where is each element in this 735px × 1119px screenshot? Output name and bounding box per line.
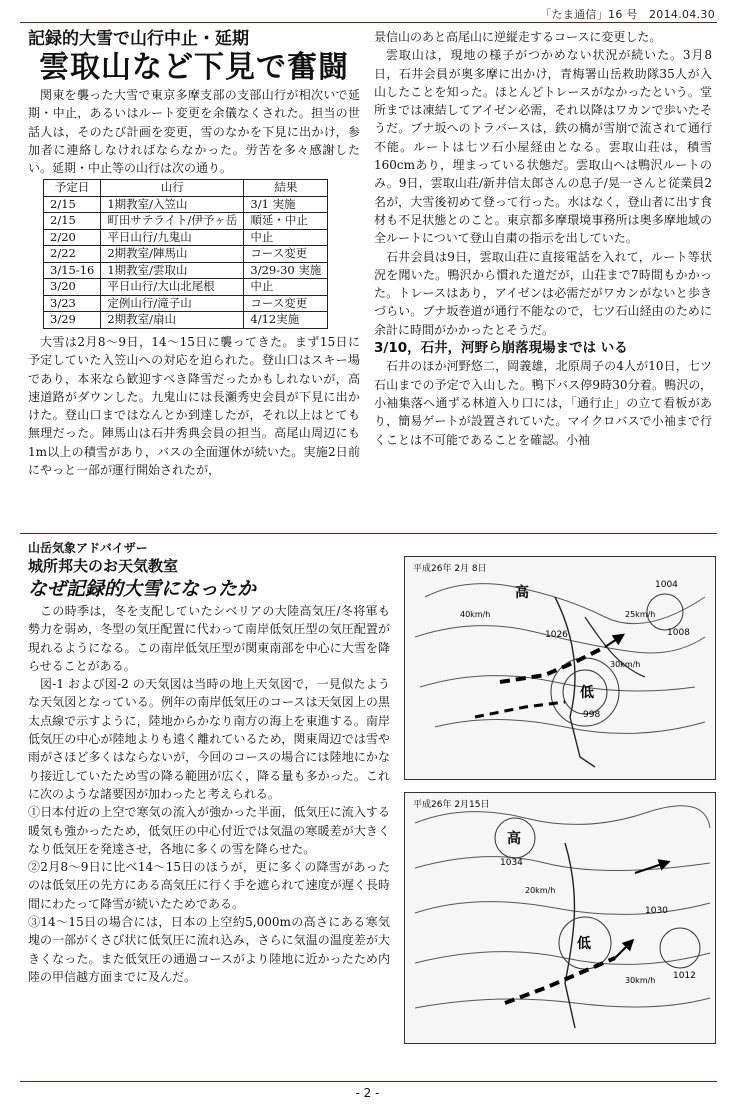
article2-author: 城所邦夫のお天気教室	[28, 557, 179, 575]
table-cell-trip: 平日山行/大山北尾根	[101, 279, 244, 296]
table-header-result: 結果	[244, 180, 328, 197]
map1-label-speed3: 25km/h	[625, 610, 656, 619]
table-cell-result: 3/29-30 実施	[244, 262, 328, 279]
table-cell-result: 3/1 実施	[244, 196, 328, 213]
table-row	[44, 295, 328, 312]
table-row	[44, 279, 328, 296]
article2-title: なぜ記録的大雪になったか	[28, 578, 257, 600]
map2-label-1034: 1034	[500, 858, 523, 868]
table-header-date: 予定日	[44, 180, 101, 197]
article1-kicker: 記録的大雪で山行中止・延期	[28, 29, 249, 49]
mid-rule	[20, 533, 717, 534]
table-row	[44, 213, 328, 230]
article1-subhead: 3/10，石井，河野ら崩落現場までは いる	[374, 340, 628, 357]
map1-label-low: 低	[580, 685, 594, 701]
table-cell-trip: 2期教室/扇山	[101, 312, 244, 329]
map2-label-high: 高	[507, 831, 521, 847]
map1-label-1004: 1004	[655, 580, 678, 590]
map1-stamp: 平成26年 2月 8日	[413, 564, 487, 574]
table-cell-trip: 定例山行/滝子山	[101, 295, 244, 312]
article1-para3: 景信山のあと高尾山に逆縦走するコースに変更した。	[374, 30, 662, 44]
table-cell-trip: 1期教室/入笠山	[101, 196, 244, 213]
article1-left-column	[28, 28, 360, 479]
weather-map-1-drawing	[405, 557, 715, 779]
weather-map-2-drawing	[405, 793, 715, 1043]
page-number: - 2 -	[355, 1086, 380, 1100]
table-row	[44, 246, 328, 263]
article1-para5: 石井会員は9日，雲取山荘に直接電話を入れて，ルート等状況を聞いた。鴨沢から慣れた道だが，山荘まで7時間もかかった。トレースはあり，アイゼンは必需だがワカンがないと歩きづらい。ブナ坂巻道が通行不能なので，七ツ石山経由のために余計に時間がかかったとそうだ。	[374, 249, 712, 337]
table-cell-date: 2/15	[44, 196, 101, 213]
map2-label-low: 低	[577, 936, 591, 952]
article1-right-column	[374, 28, 712, 449]
table-row	[44, 312, 328, 329]
map1-label-speed1: 40km/h	[460, 610, 491, 619]
table-row	[44, 196, 328, 213]
article2-p4: ②2月8～9日に比べ14～15日のほうが，更に多くの降雪があったのは低気圧の先方にある高気圧に行く手を遮られて速度が遅く長時間にわたって降雪が続いたためである。	[28, 860, 390, 911]
map2-label-speed1: 20km/h	[525, 886, 556, 895]
table-cell-trip: 町田サテライト/伊予ヶ岳	[101, 213, 244, 230]
article2-p2: 図-1 および図-2 の天気図は当時の地上天気図で，一見似たような天気図となっている。例年の南岸低気圧のコースは天気図上の黒太点線で示すように，陸地からかなり南方の海上を東進する。南岸低気圧の中心が陸地よりも遠く離れているため，関東周辺では雪や雨がさほど多くはならないが，今回のコースの場合には陸地にかなり接近していたため雪の降る範囲が広く，降る量も多かった。これに次のような諸要因が加わったと考えられる。	[28, 677, 390, 801]
table-cell-date: 2/20	[44, 229, 101, 246]
table-cell-result: 4/12実施	[244, 312, 328, 329]
top-rule	[20, 22, 717, 23]
map1-label-speed2: 30km/h	[610, 660, 641, 669]
bottom-rule	[20, 1081, 717, 1082]
page-header: 「たま通信」16 号 2014.04.30	[540, 8, 715, 21]
article1-para4: 雲取山は，現地の様子がつかめない状況が続いた。3月8日，石井会員が奥多摩に出かけ，青梅署山岳救助隊35人が入山したことを知った。ほとんどトレースがなかったという。堂所までは凍結してアイゼン必需，それ以降はワカンで歩いたそうだ。ブナ坂へのトラバースは，鉄の橋が雪崩で流されて通行不能。ルートは七ツ石小屋経由となる。雲取山荘は，積雪160cmあり，埋まっている状態だ。雲取山へは鴨沢ルートのみ。9日，雲取山荘/新井信太郎さんの息子/晃一さんと従業員2名が，大雪後初めて登って行った。水はなく，登山者に出す食材も不足状態とのこと。東京都多摩環境事務所は奥多摩地域の全ルートについて登山自粛の指示を出していた。	[374, 48, 712, 246]
weather-map-1	[404, 556, 716, 780]
table-cell-trip: 2期教室/陣馬山	[101, 246, 244, 263]
map1-label-1008: 1008	[667, 628, 690, 638]
map2-label-speed2: 30km/h	[625, 976, 656, 985]
article1-title: 雲取山など下見で奮闘	[39, 50, 349, 85]
table-cell-trip: 1期教室/雲取山	[101, 262, 244, 279]
postponement-table	[43, 179, 328, 329]
table-cell-result: 順延・中止	[244, 213, 328, 230]
article1-intro: 関東を襲った大雪で東京多摩支部の支部山行が相次いで延期・中止，あるいはルート変更を余儀なくされた。担当の世話人は，そのたび計画を変更，雪のなかを下見に出かけ，参加者に連絡しなければならなかった。労苦を多々感謝したい。延期・中止等の山行は次の通り。	[28, 88, 360, 176]
table-cell-date: 3/29	[44, 312, 101, 329]
map2-stamp: 平成26年 2月15日	[413, 800, 490, 810]
article2-p5: ③14～15日の場合には，日本の上空約5,000mの高さにある寒気塊の一部がくさび状に低気圧に流れ込み，さらに気温の温度差が大きくなった。また低気圧の通過コースがより陸地に近かったため内陸の甲信越方面までに及んだ。	[28, 915, 390, 984]
map2-label-1012: 1012	[673, 971, 696, 981]
article2-p1: この時季は，冬を支配していたシベリアの大陸高気圧/冬将軍も勢力を弱め，冬型の気圧配置に代わって南岸低気圧型の気圧配置が現れるようになる。この南岸低気圧型が関東南部を中心に大雪を降らせることがある。	[28, 604, 390, 673]
table-header-trip: 山行	[101, 180, 244, 197]
table-cell-result: コース変更	[244, 295, 328, 312]
map1-label-high: 高	[515, 585, 529, 601]
table-cell-date: 3/15-16	[44, 262, 101, 279]
table-cell-result: 中止	[244, 229, 328, 246]
table-row	[44, 262, 328, 279]
table-cell-date: 2/22	[44, 246, 101, 263]
map1-label-998: 998	[583, 710, 601, 720]
article2-kicker: 山岳気象アドバイザー	[28, 541, 148, 555]
table-cell-date: 3/23	[44, 295, 101, 312]
table-cell-date: 2/15	[44, 213, 101, 230]
weather-map-2	[404, 792, 716, 1044]
map1-label-1026: 1026	[545, 630, 568, 640]
table-cell-result: コース変更	[244, 246, 328, 263]
article2-column	[28, 540, 390, 986]
map2-label-1030: 1030	[645, 906, 668, 916]
table-row	[44, 229, 328, 246]
table-cell-date: 3/20	[44, 279, 101, 296]
article2-p3: ①日本付近の上空で寒気の流入が強かった半面，低気圧に流入する暖気も強かったため，低気圧の中心付近では気温の寒暖差が大きくなり低気圧を発達させ，各地に多くの雪を降らせた。	[28, 805, 390, 856]
table-cell-result: 中止	[244, 279, 328, 296]
article1-para2: 大雪は2月8～9日，14～15日に襲ってきた。まず15日に予定していた入笠山への対応を迫られた。登山口はスキー場であり，本来なら歓迎すべき降雪だったかもしれないが，高速道路がダウンした。九鬼山には長瀬秀史会員が下見に出かけた。登山口まではなんとか到達したが，それ以上はとても無理だった。陣馬山は石井秀典会員の担当。高尾山周辺にも1m以上の積雪があり，バスの全面運休が続いた。実施2日前にやっと一部が運行開始されたが，	[28, 334, 360, 478]
table-cell-trip: 平日山行/九鬼山	[101, 229, 244, 246]
article1-para6: 石井のほか河野悠二，岡義雄，北原周子の4人が10日，七ツ石山までの予定で入山した。鴨下バス停9時30分着。鴨沢の，小袖集落へ通ずる林道入り口には，「通行止」の立て看板があり，簡易ゲートが設置されていた。マイクロバスで小袖まで行くことは不可能であることを確認。小袖	[374, 359, 712, 447]
table-header-row	[44, 180, 328, 197]
